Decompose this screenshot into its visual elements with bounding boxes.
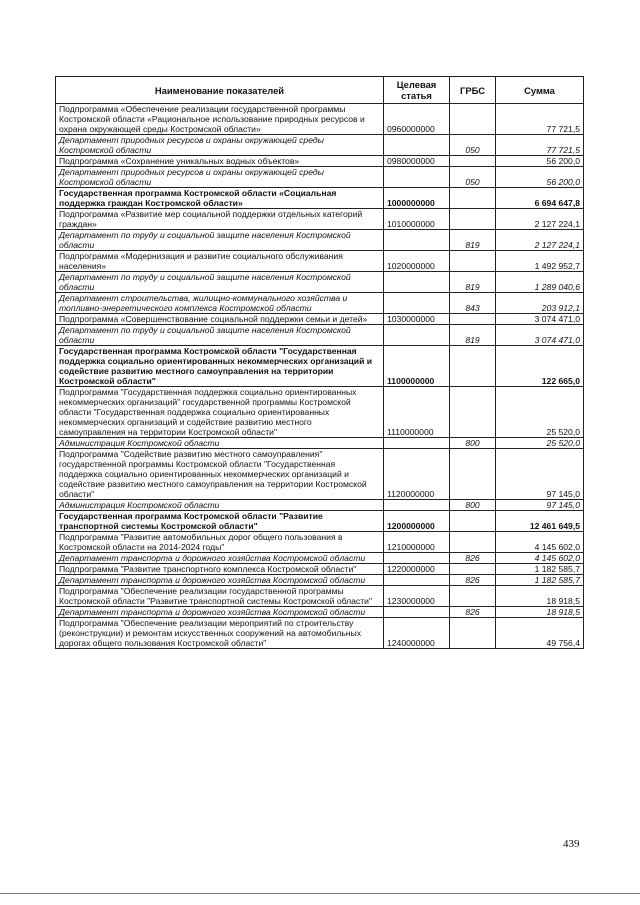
row-sum: 56 200,0 — [496, 156, 584, 167]
table-row — [56, 387, 584, 438]
row-name: Администрация Костромской области — [56, 438, 384, 449]
row-grbs — [450, 511, 496, 532]
row-grbs — [450, 188, 496, 209]
row-name: Подпрограмма "Содействие развитию местного самоуправления" государственной программы Костромской области "Государственная поддержка социально ориентированных некоммерческих организаций и содействие развитию местного самоуправления на территории Костромской области" — [56, 449, 384, 500]
row-target-article: 0960000000 — [384, 104, 450, 135]
row-grbs — [450, 449, 496, 500]
row-sum: 2 127 224,1 — [496, 230, 584, 251]
row-sum: 122 665,0 — [496, 346, 584, 387]
row-target-article: 1230000000 — [384, 586, 450, 607]
row-target-article — [384, 230, 450, 251]
row-name: Департамент природных ресурсов и охраны окружающей среды Костромской области — [56, 167, 384, 188]
table-row — [56, 230, 584, 251]
table-row — [56, 167, 584, 188]
table-row — [56, 314, 584, 325]
row-target-article — [384, 553, 450, 564]
page-number: 439 — [563, 838, 580, 850]
row-grbs — [450, 387, 496, 438]
row-sum: 77 721,5 — [496, 104, 584, 135]
row-grbs: 819 — [450, 230, 496, 251]
row-sum: 18 918,5 — [496, 586, 584, 607]
row-target-article — [384, 135, 450, 156]
row-sum: 2 127 224,1 — [496, 209, 584, 230]
table-row — [56, 209, 584, 230]
row-grbs: 826 — [450, 575, 496, 586]
row-name: Департамент по труду и социальной защите населения Костромской области — [56, 230, 384, 251]
table-row — [56, 188, 584, 209]
header-name: Наименование показателей — [56, 77, 384, 104]
row-name: Подпрограмма «Развитие мер социальной поддержки отдельных категорий граждан» — [56, 209, 384, 230]
row-name: Государственная программа Костромской области "Развитие транспортной системы Костромской области" — [56, 511, 384, 532]
table-row — [56, 500, 584, 511]
row-sum: 4 145 602,0 — [496, 553, 584, 564]
row-grbs: 826 — [450, 553, 496, 564]
row-target-article: 1020000000 — [384, 251, 450, 272]
row-name: Департамент строительства, жилищно-коммунального хозяйства и топливно-энергетического комплекса Костромской области — [56, 293, 384, 314]
row-name: Подпрограмма "Развитие транспортного комплекса Костромской области" — [56, 564, 384, 575]
row-grbs: 050 — [450, 135, 496, 156]
table-row — [56, 346, 584, 387]
row-name: Подпрограмма «Обеспечение реализации государственной программы Костромской области «Рациональное использование природных ресурсов и охрана окружающей среды Костромской области» — [56, 104, 384, 135]
table-row — [56, 438, 584, 449]
table-header-row — [56, 77, 584, 104]
row-name: Департамент природных ресурсов и охраны окружающей среды Костромской области — [56, 135, 384, 156]
row-target-article — [384, 325, 450, 346]
row-grbs — [450, 104, 496, 135]
row-sum: 56 200,0 — [496, 167, 584, 188]
row-name: Государственная программа Костромской области «Социальная поддержка граждан Костромской области» — [56, 188, 384, 209]
table-row — [56, 251, 584, 272]
row-grbs: 050 — [450, 167, 496, 188]
header-target-article: Целевая статья — [384, 77, 450, 104]
row-target-article: 1010000000 — [384, 209, 450, 230]
row-name: Подпрограмма "Обеспечение реализации государственной программы Костромской области "Развитие транспортной системы Костромской области" — [56, 586, 384, 607]
row-sum: 4 145 602,0 — [496, 532, 584, 553]
row-sum: 1 182 585,7 — [496, 575, 584, 586]
row-grbs — [450, 618, 496, 649]
row-sum: 18 918,5 — [496, 607, 584, 618]
row-sum: 3 074 471,0 — [496, 325, 584, 346]
row-target-article: 1100000000 — [384, 346, 450, 387]
row-sum: 6 694 647,8 — [496, 188, 584, 209]
table-row — [56, 272, 584, 293]
table-row — [56, 607, 584, 618]
table-row — [56, 575, 584, 586]
row-name: Администрация Костромской области — [56, 500, 384, 511]
row-sum: 3 074 471,0 — [496, 314, 584, 325]
row-name: Подпрограмма "Развитие автомобильных дорог общего пользования в Костромской области на 2014-2024 годы" — [56, 532, 384, 553]
bottom-rule — [0, 893, 640, 894]
row-target-article: 1000000000 — [384, 188, 450, 209]
row-grbs: 800 — [450, 438, 496, 449]
row-target-article — [384, 575, 450, 586]
row-grbs — [450, 532, 496, 553]
row-name: Подпрограмма «Модернизация и развитие социального обслуживания населения» — [56, 251, 384, 272]
row-target-article — [384, 438, 450, 449]
table-row — [56, 293, 584, 314]
row-grbs — [450, 251, 496, 272]
row-name: Департамент транспорта и дорожного хозяйства Костромской области — [56, 553, 384, 564]
row-sum: 77 721,5 — [496, 135, 584, 156]
row-target-article: 1030000000 — [384, 314, 450, 325]
header-grbs: ГРБС — [450, 77, 496, 104]
row-sum: 25 520,0 — [496, 387, 584, 438]
table-row — [56, 618, 584, 649]
row-sum: 12 461 649,5 — [496, 511, 584, 532]
table-row — [56, 532, 584, 553]
row-grbs — [450, 314, 496, 325]
table-row — [56, 586, 584, 607]
row-target-article: 1200000000 — [384, 511, 450, 532]
row-target-article: 1210000000 — [384, 532, 450, 553]
row-sum: 25 520,0 — [496, 438, 584, 449]
row-sum: 203 912,1 — [496, 293, 584, 314]
row-target-article: 1240000000 — [384, 618, 450, 649]
row-sum: 1 492 952,7 — [496, 251, 584, 272]
row-sum: 97 145,0 — [496, 449, 584, 500]
table-row — [56, 104, 584, 135]
row-name: Департамент транспорта и дорожного хозяйства Костромской области — [56, 575, 384, 586]
table-body — [56, 104, 584, 649]
row-sum: 49 756,4 — [496, 618, 584, 649]
row-target-article — [384, 607, 450, 618]
table-row — [56, 325, 584, 346]
row-grbs: 843 — [450, 293, 496, 314]
row-name: Подпрограмма «Сохранение уникальных водных объектов» — [56, 156, 384, 167]
table-row — [56, 449, 584, 500]
row-grbs — [450, 209, 496, 230]
budget-table — [55, 76, 584, 649]
row-target-article — [384, 167, 450, 188]
row-name: Подпрограмма "Государственная поддержка социально ориентированных некоммерческих организаций" государственной программы Костромской области "Государственная поддержка социально ориентированных некоммерческих организаций и содействие развитию местного самоуправления на территории Костромской области" — [56, 387, 384, 438]
row-grbs — [450, 346, 496, 387]
row-target-article — [384, 272, 450, 293]
table-row — [56, 564, 584, 575]
row-sum: 97 145,0 — [496, 500, 584, 511]
table-row — [56, 553, 584, 564]
table-row — [56, 156, 584, 167]
row-name: Департамент по труду и социальной защите населения Костромской области — [56, 272, 384, 293]
row-name: Департамент по труду и социальной защите населения Костромской области — [56, 325, 384, 346]
row-target-article: 0980000000 — [384, 156, 450, 167]
table-row — [56, 135, 584, 156]
row-target-article: 1220000000 — [384, 564, 450, 575]
row-grbs — [450, 564, 496, 575]
row-target-article: 1110000000 — [384, 387, 450, 438]
row-grbs — [450, 156, 496, 167]
row-grbs: 819 — [450, 325, 496, 346]
row-name: Департамент транспорта и дорожного хозяйства Костромской области — [56, 607, 384, 618]
row-sum: 1 182 585,7 — [496, 564, 584, 575]
row-name: Государственная программа Костромской области "Государственная поддержка социально ориентированных некоммерческих организаций и содействие развитию местного самоуправления на территории Костромской области" — [56, 346, 384, 387]
row-name: Подпрограмма "Обеспечение реализации мероприятий по строительству (реконструкции) и ремонтам искусственных сооружений на автомобильных дорогах общего пользования Костромской области" — [56, 618, 384, 649]
table-row — [56, 511, 584, 532]
row-target-article — [384, 500, 450, 511]
row-grbs — [450, 586, 496, 607]
row-grbs: 826 — [450, 607, 496, 618]
row-grbs: 800 — [450, 500, 496, 511]
row-target-article — [384, 293, 450, 314]
row-sum: 1 289 040,6 — [496, 272, 584, 293]
header-sum: Сумма — [496, 77, 584, 104]
row-target-article: 1120000000 — [384, 449, 450, 500]
row-name: Подпрограмма «Совершенствование социальной поддержки семьи и детей» — [56, 314, 384, 325]
row-grbs: 819 — [450, 272, 496, 293]
